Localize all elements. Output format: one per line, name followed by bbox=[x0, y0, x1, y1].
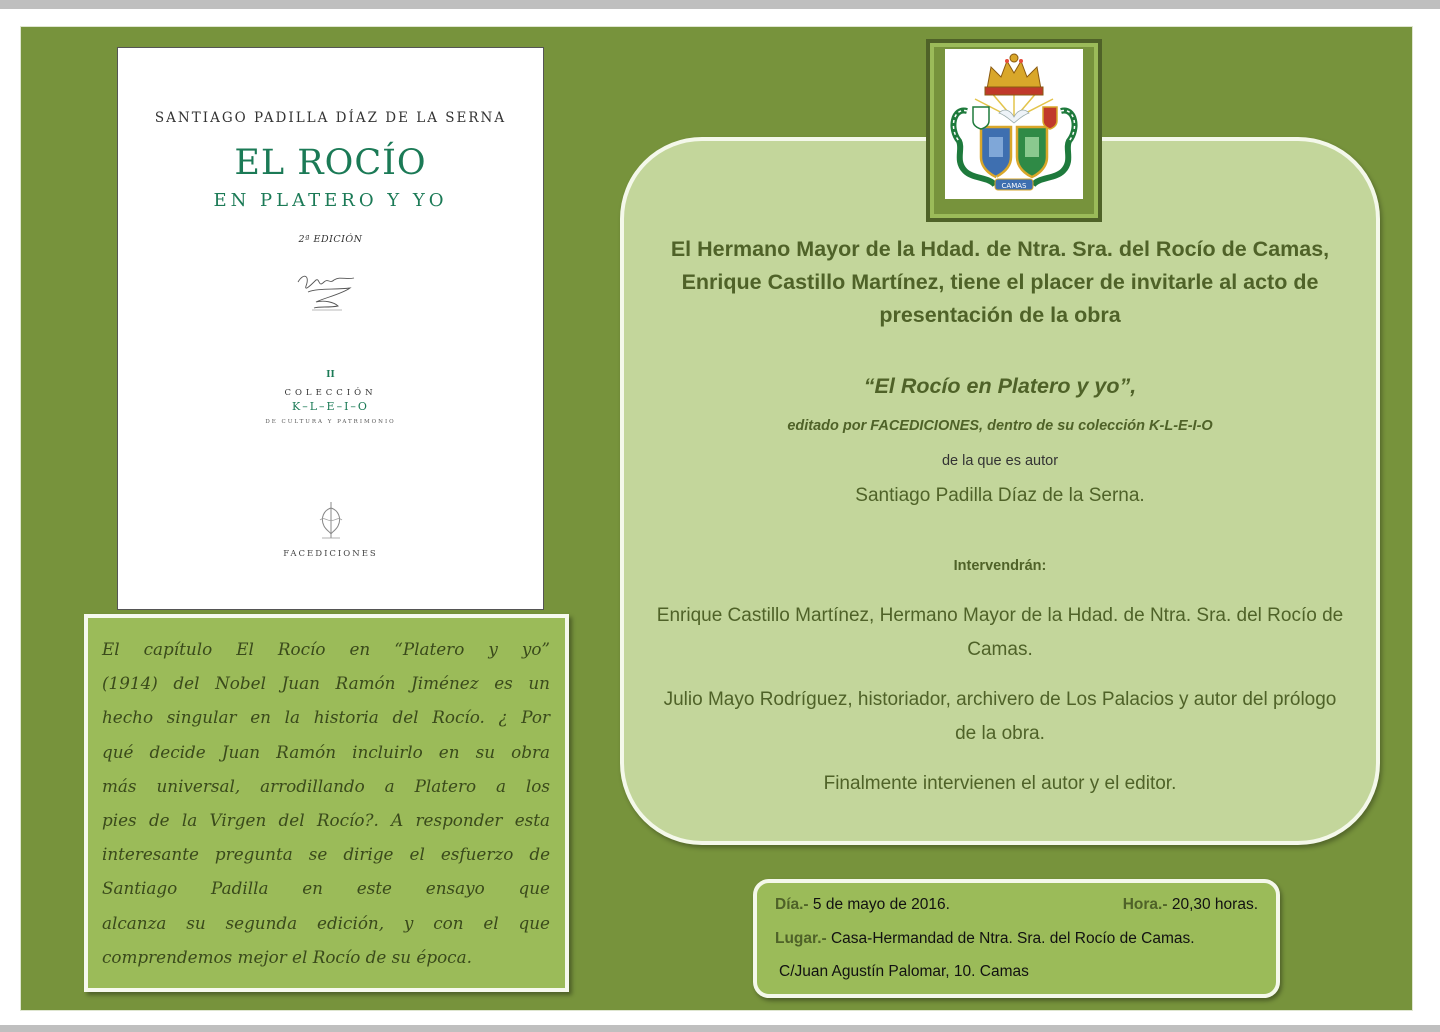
description-line: qué decide Juan Ramón incluirlo en su obra bbox=[102, 741, 550, 762]
cover-collection-label: COLECCIÓN bbox=[284, 388, 377, 398]
description-line: pies de la Virgen del Rocío?. A responder esta bbox=[102, 810, 550, 831]
place-label: Lugar.- bbox=[775, 930, 827, 947]
description-line: alcanza su segunda edición, y con el que bbox=[102, 912, 550, 933]
time-value: 20,30 horas. bbox=[1167, 896, 1258, 913]
coat-of-arms-icon bbox=[945, 49, 1083, 199]
cover-collection-name: K–L–E–I–O bbox=[292, 400, 369, 413]
speaker-2: Julio Mayo Rodríguez, historiador, archivero de Los Palacios y autor del prólogo de la obra. bbox=[663, 689, 1337, 744]
bottom-gray-bar bbox=[0, 1025, 1440, 1032]
event-date bbox=[775, 896, 950, 914]
cover-collection-subtitle: DE CULTURA Y PATRIMONIO bbox=[265, 419, 396, 425]
description-line: más universal, arrodillando a Platero a los bbox=[102, 775, 550, 796]
description-line: hecho singular en la historia del Rocío. ¿ Por bbox=[102, 707, 550, 728]
event-place bbox=[775, 930, 1195, 948]
description-line: Santiago Padilla en este ensayo que bbox=[102, 878, 550, 899]
description-line: El capítulo El Rocío en “Platero y yo” bbox=[102, 639, 550, 659]
cover-subtitle: EN PLATERO Y YO bbox=[213, 190, 448, 211]
invitation-intro: El Hermano Mayor de la Hdad. de Ntra. Sra. del Rocío de Camas, Enrique Castillo Martínez, tiene el placer de invitarle al acto de presentación de la obra bbox=[670, 237, 1330, 327]
speaker-1: Enrique Castillo Martínez, Hermano Mayor de la Hdad. de Ntra. Sra. del Rocío de Camas. bbox=[656, 605, 1344, 660]
description-line: (1914) del Nobel Juan Ramón Jiménez es un bbox=[102, 673, 550, 694]
time-label: Hora.- bbox=[1122, 896, 1168, 913]
description-line: interesante pregunta se dirige el esfuerzo de bbox=[102, 844, 550, 865]
speakers-heading: Intervendrán: bbox=[953, 558, 1047, 574]
cover-edition: 2ª EDICIÓN bbox=[298, 234, 363, 245]
book-title: “El Rocío en Platero y yo”, bbox=[863, 374, 1137, 398]
top-gray-bar bbox=[0, 0, 1440, 9]
cover-publisher: FACEDICIONES bbox=[283, 549, 378, 559]
cover-collection-number: II bbox=[326, 370, 335, 380]
event-address: C/Juan Agustín Palomar, 10. Camas bbox=[779, 963, 1029, 980]
edited-by: editado por FACEDICIONES, dentro de su colección K-L-E-I-O bbox=[787, 418, 1213, 434]
crest-banner-text: CAMAS bbox=[1001, 182, 1027, 190]
book-description bbox=[102, 632, 550, 974]
closing-note: Finalmente intervienen el autor y el editor. bbox=[823, 773, 1177, 794]
event-details-box bbox=[753, 879, 1280, 998]
cover-title: EL ROCÍO bbox=[234, 143, 427, 183]
event-time bbox=[1123, 896, 1258, 914]
publisher-emblem-icon bbox=[314, 500, 348, 542]
book-cover bbox=[117, 47, 544, 610]
cover-author: SANTIAGO PADILLA DÍAZ DE LA SERNA bbox=[154, 110, 507, 126]
author-name: Santiago Padilla Díaz de la Serna. bbox=[855, 485, 1145, 506]
signature-icon bbox=[294, 268, 361, 313]
description-line: comprendemos mejor el Rocío de su época. bbox=[102, 946, 472, 967]
author-of-label: de la que es autor bbox=[941, 453, 1059, 469]
book-description-box bbox=[84, 614, 569, 992]
date-value: 5 de mayo de 2016. bbox=[808, 896, 950, 913]
coat-of-arms-frame bbox=[926, 39, 1102, 222]
place-value: Casa-Hermandad de Ntra. Sra. del Rocío de Camas. bbox=[826, 930, 1195, 947]
coat-of-arms bbox=[945, 49, 1083, 199]
date-label: Día.- bbox=[775, 896, 809, 913]
invitation-panel bbox=[620, 137, 1380, 845]
